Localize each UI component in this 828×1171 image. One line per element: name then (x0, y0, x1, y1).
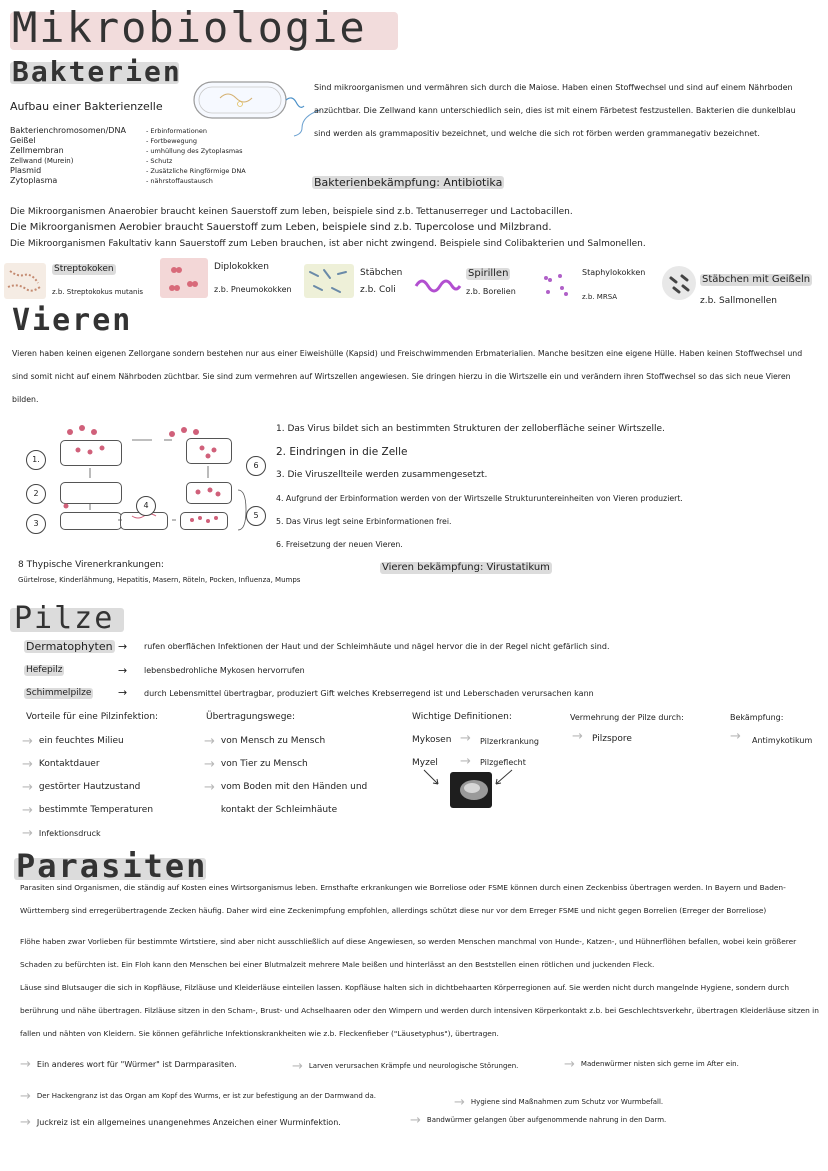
arrow-glyph: → (118, 640, 128, 653)
virus-replication-diagram (22, 420, 272, 540)
page-title: Mikrobiologie (12, 3, 367, 52)
arrow-icon: → (204, 780, 215, 795)
pilz-type-name: Schimmelpilze (26, 688, 92, 698)
list-item-label: Infektionsdruck (38, 828, 101, 838)
staebchen-geisseln-image (662, 266, 696, 300)
bakterien-heading: Bakterien (12, 55, 182, 88)
list-item (22, 730, 153, 753)
list-item (204, 730, 404, 753)
parasiten-paragraph: Läuse sind Blutsauger die sich in Kopfläuse, Filzläuse und Kleiderläuse einteilen lassen. Kopfläuse halten sich in dichtbehaarten Körperregionen auf. Sie werden nicht durch mangelnde Hygiene, sondern durch berührung und nähe übertragen. Filzläuse sitzen in den Scham-, Brust- und Achselhaaren oder den Wimpern und werden durch intensiven Körperkontakt z.b. bei Geschlechtsverkehr, übertragen Kleiderläuse sitzen in fallen und nähten von Kleidern. Sie können gefährliche Infektionskrankheiten wie z.b. Fleckenfieber ("Läusetyphus"), übertragen. (20, 983, 819, 1038)
wurm-note-text: Juckreiz ist ein allgemeines unangenehmes Anzeichen einer Wurminfektion. (36, 1118, 341, 1127)
step-item: 1. Das Virus bildet sich an bestimmten Strukturen der zelloberfläche seiner Wirtszelle. (276, 424, 665, 434)
part-name: Plasmid (10, 166, 42, 175)
definition-meaning: Pilzgeflecht (480, 758, 526, 767)
vorteile-list (22, 730, 153, 845)
typical-diseases-list: Gürtelrose, Kinderlähmung, Hepatitis, Masern, Röteln, Pocken, Influenza, Mumps (18, 576, 301, 584)
arrow-icon: → (460, 731, 471, 746)
viren-bekaempfung: Vieren bekämpfung: Virustatikum (382, 562, 550, 573)
part-row (10, 136, 300, 146)
part-row (10, 156, 300, 166)
part-name: Zytoplasma (10, 176, 58, 185)
form-example: z.b. Borelien (466, 287, 516, 296)
list-item (204, 776, 404, 822)
bacterium-cell-illustration (190, 76, 305, 124)
pilz-type-text: lebensbedrohliche Mykosen hervorrufen (144, 666, 305, 675)
viren-heading: Vieren (12, 303, 133, 338)
form-name: Stäbchen (360, 268, 403, 278)
part-desc: - Erbinformationen (146, 127, 207, 135)
step-number: 3 (26, 514, 46, 534)
arrow-glyph: → (118, 686, 128, 699)
parasiten-paragraph: Flöhe haben zwar Vorlieben für bestimmte Wirtstiere, sind aber nicht ausschließlich auf diese Angewiesen, so werden Menschen manchmal von Hunde-, Katzen-, und Hühnerflöhen befallen, wobei kein größerer Schaden zu befürchten ist. Ein Floh kann den Menschen bei einer Blutmalzeit mehrere Male beißen und hinterlässt an den Beststellen einen rötlichen und juckenden Fleck. (20, 937, 797, 969)
arrow-icon: → (22, 757, 33, 772)
arrow-icon: → (22, 803, 33, 818)
list-item (204, 753, 404, 776)
part-row (10, 146, 300, 156)
step-item: 5. Das Virus legt seine Erbinformationen frei. (276, 517, 452, 526)
part-desc: - Fortbewegung (146, 137, 198, 145)
arrow-icon: → (454, 1095, 465, 1110)
part-row (10, 176, 300, 186)
part-desc: - Schutz (146, 157, 173, 165)
arrow-icon: → (20, 1057, 31, 1072)
step-item: 2. Eindringen in die Zelle (276, 446, 408, 458)
list-item-label: ein feuchtes Milieu (38, 736, 124, 746)
arrow-icon: → (564, 1057, 575, 1072)
wurm-note-text: Ein anderes wort für "Würmer" ist Darmparasiten. (36, 1060, 237, 1069)
step-item: 6. Freisetzung der neuen Vieren. (276, 540, 403, 549)
arrow-icon: → (20, 1115, 31, 1130)
list-item (22, 822, 153, 845)
part-name: Zellwand (Murein) (10, 157, 74, 165)
arrow-icon: → (410, 1113, 421, 1128)
part-desc: - nährstoffaustausch (146, 177, 213, 185)
form-name: Staphylokokken (582, 268, 646, 277)
list-item-label: von Tier zu Mensch (220, 759, 308, 769)
diplokokken-image (160, 258, 208, 298)
parasiten-heading: Parasiten (16, 847, 208, 885)
arrow-icon: → (572, 729, 583, 744)
form-example: z.b. Streptokokus mutanis (52, 288, 144, 296)
vorteile-title: Vorteile für eine Pilzinfektion: (26, 712, 159, 722)
form-name: Streptokoken (54, 264, 114, 274)
pilz-type-text: rufen oberflächen Infektionen der Haut und der Schleimhäute und nägel hervor die in der Regel nicht gefärlich sind. (144, 642, 610, 651)
typical-diseases-title: 8 Thypische Virenerkrankungen: (18, 560, 164, 570)
aufbau-title: Aufbau einer Bakterienzelle (10, 100, 163, 113)
arrow-icon: → (292, 1059, 303, 1074)
wurm-note (454, 1095, 664, 1110)
arrow-icon: → (204, 734, 215, 749)
form-example: z.b. Pneumokokken (214, 285, 292, 294)
wurm-note (292, 1059, 519, 1074)
definition-term: Myzel (412, 758, 438, 768)
part-desc: - Zusätzliche Ringförmige DNA (146, 167, 246, 175)
fakultativ-text: Die Mikroorganismen Fakultativ kann Sauerstoff zum Leben brauchen, ist aber nicht zwingend. Beispiele sind Colibakterien und Salmonellen. (10, 239, 646, 249)
list-item-label: Kontaktdauer (38, 759, 100, 769)
wurm-note-text: Der Hackengranz ist das Organ am Kopf des Wurms, er ist zur befestigung an der Darmwand da. (36, 1092, 376, 1100)
arrow-icon: → (460, 754, 471, 769)
staebchen-image (304, 264, 354, 298)
arrow-icon: → (22, 780, 33, 795)
definition-meaning: Pilzerkrankung (480, 737, 540, 746)
list-item-label: bestimmte Temperaturen (38, 805, 154, 815)
form-name: Stäbchen mit Geißeln (702, 274, 811, 285)
mycel-photo (450, 772, 492, 808)
uebertragung-title: Übertragungswege: (206, 712, 295, 722)
viren-intro: Vieren haben keinen eigenen Zellorgane sondern bestehen nur aus einer Eiweishülle (Kapsid) und Freischwimmenden Erbmaterialien. Manche besitzen eine eigene Hülle. Haben keinen Stoffwechsel und sind somit nicht auf einem Nährboden züchtbar. Sie sind zum vermehren auf Wirtszellen angewiesen. Sie dringen hierzu in die Wirtszelle ein und verändern ihren Stoffwechsel so das sich neue Vieren bilden. (12, 349, 803, 404)
list-item-label: von Mensch zu Mensch (220, 736, 326, 746)
form-example: z.b. Coli (360, 285, 396, 295)
step-item: 4. Aufgrund der Erbinformation werden von der Wirtszelle Strukturuntereinheiten von Vieren produziert. (276, 494, 683, 503)
virus-steps (276, 418, 816, 556)
virus-particles (22, 420, 272, 540)
form-name: Spirillen (468, 268, 509, 279)
part-name: Zellmembran (10, 146, 64, 155)
arrow-icon: → (730, 729, 741, 744)
pilze-bekaempfung-value: Antimykotikum (752, 736, 813, 745)
part-name: Geißel (10, 136, 36, 145)
form-example: z.b. MRSA (582, 293, 618, 301)
arrow-icon: → (22, 825, 33, 841)
vermehrung-title: Vermehrung der Pilze durch: (570, 713, 684, 722)
step-number: 4 (136, 496, 156, 516)
form-example: z.b. Sallmonellen (700, 296, 778, 306)
wurm-note-text: Madenwürmer nisten sich gerne im After ein. (580, 1060, 739, 1068)
vermehrung-value: Pilzspore (592, 734, 632, 744)
wurm-note-text: Bandwürmer gelangen über aufgenommende nahrung in den Darm. (426, 1116, 667, 1124)
spirillen-image (412, 268, 462, 298)
step-number: 1. (26, 450, 46, 470)
arrow-icon: → (20, 1089, 31, 1104)
uebertragung-list (204, 730, 404, 822)
step-number: 2 (26, 484, 46, 504)
wurm-note-text: Larven verursachen Krämpfe und neurologische Störungen. (308, 1062, 519, 1070)
step-number: 6 (246, 456, 266, 476)
arrow-icon: → (22, 734, 33, 749)
arrow-glyph: → (118, 664, 128, 677)
step-item: 3. Die Viruszellteile werden zusammengesetzt. (276, 470, 488, 480)
part-row (10, 166, 300, 176)
list-item (22, 753, 153, 776)
part-desc: - umhüllung des Zytoplasmas (146, 147, 243, 155)
pilze-heading: Pilze (14, 601, 115, 636)
arrow-icon: → (204, 757, 215, 772)
pilz-type-name: Hefepilz (26, 665, 63, 675)
bacterium-parts (10, 126, 300, 186)
list-item (22, 799, 153, 822)
part-name: Bakterienchromosomen/DNA (10, 126, 126, 135)
parasiten-paragraph: Parasiten sind Organismen, die ständig auf Kosten eines Wirtsorganismus leben. Ernsthafte erkrankungen wie Borreliose oder FSME können durch einen Zeckenbiss übertragen werden. In Bayern und Baden-Württemberg sind erregerübertragende Zecken häufig. Daher wird eine Zeckenimpfung empfohlen, allerdings schützt diese nur vor dem Erreger FSME und nicht gegen Borrelien (Erreger der Borreliose) (20, 883, 786, 915)
pilz-type-name: Dermatophyten (26, 640, 113, 653)
list-item-label: vom Boden mit den Händen und kontakt der Schleimhäute (220, 782, 368, 815)
wurm-note (20, 1115, 341, 1130)
definition-term: Mykosen (412, 735, 452, 745)
wurm-note (20, 1089, 376, 1104)
streptokokken-image (4, 263, 46, 299)
aerob-text: Die Mikroorganismen Aerobier braucht Sauerstoff zum Leben, beispiele sind z.b. Tupercolose und Milzbrand. (10, 222, 552, 233)
wurm-note (564, 1057, 739, 1072)
definitionen-title: Wichtige Definitionen: (412, 712, 512, 722)
list-item-label: gestörter Hautzustand (38, 782, 141, 792)
staphylokokken-image (536, 268, 576, 300)
part-row (10, 126, 300, 136)
step-number: 5 (246, 506, 266, 526)
wurm-note-text: Hygiene sind Maßnahmen zum Schutz vor Wurmbefall. (470, 1098, 664, 1106)
pilze-bekaempfung-title: Bekämpfung: (730, 713, 784, 722)
form-name: Diplokokken (214, 262, 269, 272)
anaerob-text: Die Mikroorganismen Anaerobier braucht keinen Sauerstoff zum leben, beispiele sind z.b. Tettanuserreger und Lactobacillen. (10, 207, 573, 217)
wurm-note (410, 1113, 667, 1128)
list-item (22, 776, 153, 799)
bakterien-bekaempfung: Bakterienbekämpfung: Antibiotika (314, 176, 503, 189)
wurm-note (20, 1057, 237, 1072)
pilz-type-text: durch Lebensmittel übertragbar, produziert Gift welches Krebserregend ist und Leberschaden verursachen kann (144, 689, 594, 698)
bakterien-intro: Sind mikroorganismen und vermähren sich durch die Maiose. Haben einen Stoffwechsel und sind auf einem Nährboden anzüchtbar. Die Zellwand kann unterschiedlich sein, dies ist mit einem Färbetest festzustellen. Bakterien die dunkelblau sind werden als grammapositiv bezeichnet, und welche die sich rot förben werden grammanegativ bezeichnet. (314, 83, 796, 138)
